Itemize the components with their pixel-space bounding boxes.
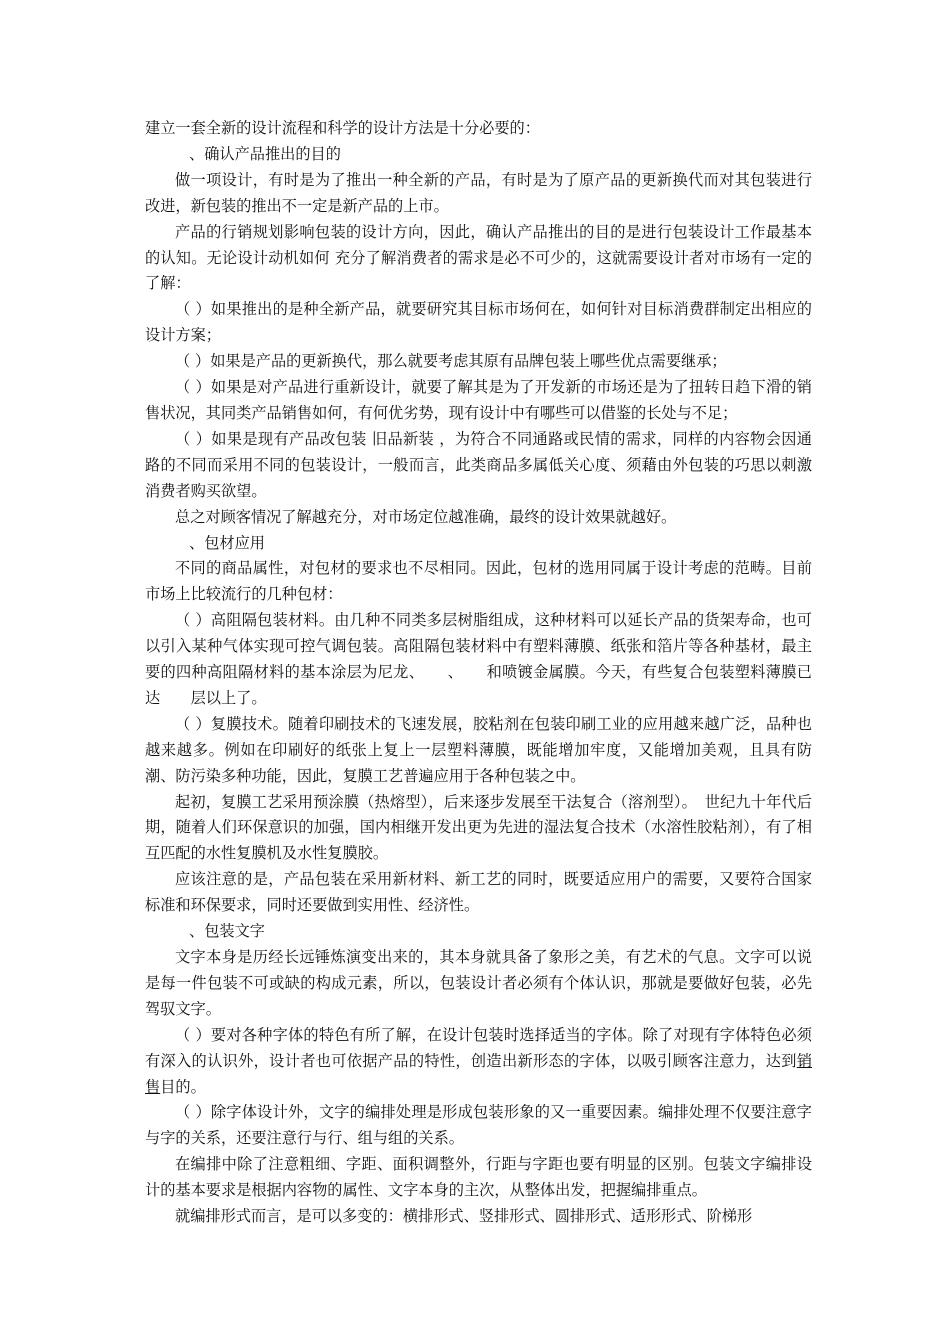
body-paragraph: 不同的商品属性，对包材的要求也不尽相同。因此，包材的选用同属于设计考虑的范畴。目前市场上比较流行的几种包材：	[145, 559, 812, 604]
list-item: （ ）如果是产品的更新换代，那么就要考虑其原有品牌包装上哪些优点需要继承；	[175, 352, 727, 371]
list-item-text: （ ）要对各种字体的特色有所了解，在设计包装时选择适当的字体。除了对现有字体特色必须有深入的认识外，设计者也可依据产品的特性，创造出新形态的字体，以吸引顾客注意力，达到	[145, 1025, 812, 1070]
section-heading-1: 、确认产品推出的目的	[189, 144, 341, 163]
intro-line: 建立一套全新的设计流程和科学的设计方法是十分必要的：	[145, 119, 540, 137]
list-item-text-end: 目的。	[160, 1077, 206, 1096]
body-paragraph: 在编排中除了注意粗细、字距、面积调整外，行距与字距也要有明显的区别。包装文字编排设计的基本要求是根据内容物的属性、文字本身的主次，从整体出发，把握编排重点。	[145, 1155, 812, 1200]
section-heading-3: 、包装文字	[189, 922, 265, 941]
list-item: （ ）如果是现有产品改包装 旧品新装 ，为符合不同通路或民情的需求，同样的内容物会因通路的不同而采用不同的包装设计，一般而言，此类商品多属低关心度、须藉由外包装的巧思以刺激消费者购买欲望。	[145, 429, 812, 500]
list-item: （ ）高阻隔包装材料。由几种不同类多层树脂组成，这种材料可以延长产品的货架寿命，也可以引入某种气体实现可控气调包装。高阻隔包装材料中有塑料薄膜、纸张和箔片等各种基材，最主要的四种高阻隔材料的基本涂层为尼龙、 、 和喷镀金属膜。今天，有些复合包装塑料薄膜已达 层以上了。	[145, 611, 812, 707]
body-paragraph: 总之对顾客情况了解越充分，对市场定位越准确，最终的设计效果就越好。	[175, 507, 677, 526]
list-item: （ ）如果是对产品进行重新设计，就要了解其是为了开发新的市场还是为了扭转日趋下滑的销售状况，其同类产品销售如何，有何优劣势，现有设计中有哪些可以借鉴的长处与不足；	[145, 378, 812, 422]
body-paragraph: 就编排形式而言，是可以多变的：横排形式、竖排形式、圆排形式、适形形式、阶梯形	[175, 1207, 753, 1226]
document-page	[145, 116, 812, 1230]
body-paragraph: 文字本身是历经长远锤炼演变出来的，其本身就具备了象形之美，有艺术的气息。文字可以说是每一件包装不可或缺的构成元素，所以，包装设计者必须有个体认识，那就是要做好包装，必先驾驭文字。	[145, 948, 812, 1018]
body-paragraph: 产品的行销规划影响包装的设计方向，因此，确认产品推出的目的是进行包装设计工作最基本的认知。无论设计动机如何 充分了解消费者的需求是必不可少的，这就需要设计者对市场有一定的了解：	[145, 222, 812, 293]
section-heading-2: 、包材应用	[189, 533, 265, 552]
list-item	[145, 1023, 812, 1101]
list-item: （ ）除字体设计外，文字的编排处理是形成包装形象的又一重要因素。编排处理不仅要注意字与字的关系，还要注意行与行、组与组的关系。	[145, 1103, 812, 1148]
list-item: （ ）如果推出的是种全新产品，就要研究其目标市场何在，如何针对目标消费群制定出相应的设计方案；	[145, 300, 812, 345]
sales-link[interactable]: 销售	[145, 1051, 812, 1096]
body-paragraph: 做一项设计，有时是为了推出一种全新的产品，有时是为了原产品的更新换代而对其包装进行改进，新包装的推出不一定是新产品的上市。	[145, 170, 812, 215]
list-item: （ ）复膜技术。随着印刷技术的飞速发展，胶粘剂在包装印刷工业的应用越来越广泛，品种也越来越多。例如在印刷好的纸张上复上一层塑料薄膜，既能增加牢度，又能增加美观，且具有防潮、防污染多种功能，因此，复膜工艺普遍应用于各种包装之中。	[145, 714, 812, 785]
body-paragraph: 应该注意的是，产品包装在采用新材料、新工艺的同时，既要适应用户的需要，又要符合国家标准和环保要求，同时还要做到实用性、经济性。	[145, 870, 812, 915]
body-paragraph: 起初，复膜工艺采用预涂膜（热熔型），后来逐步发展至干法复合（溶剂型）。 世纪九十年代后期，随着人们环保意识的加强，国内相继开发出更为先进的湿法复合技术（水溶性胶粘剂），有了相互匹配的水性复膜机及水性复膜胶。	[145, 792, 812, 863]
